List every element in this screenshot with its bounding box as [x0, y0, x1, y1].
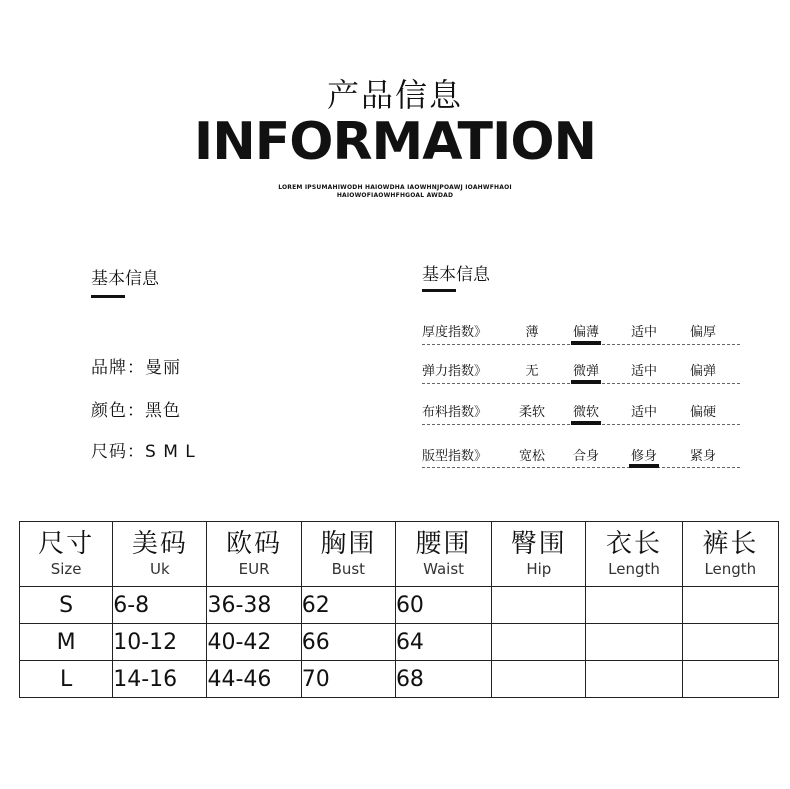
cell-bust: 62 [301, 587, 395, 624]
fit-selected-marker [629, 464, 659, 468]
cell-size: L [20, 661, 113, 698]
header-hip [492, 522, 586, 587]
header-size-cn: 尺寸 [38, 529, 95, 559]
cell-uk: 10-12 [113, 624, 207, 661]
cell-size: S [20, 587, 113, 624]
header-size [20, 522, 113, 587]
cell-uk: 14-16 [113, 661, 207, 698]
elasticity-selected-marker [571, 380, 601, 384]
cell-bust: 66 [301, 624, 395, 661]
header-waist [395, 522, 491, 587]
fabric-option-4: 偏硬 [689, 405, 716, 420]
elasticity-index-label: 弹力指数》 [422, 364, 488, 379]
fit-option-3: 修身 [630, 449, 657, 464]
header-uk-cn: 美码 [131, 529, 188, 559]
size-row-l [20, 661, 779, 698]
basic-info-title: 基本信息 [91, 269, 159, 289]
cell-pants-length [682, 661, 778, 698]
thickness-selected-marker [571, 341, 601, 345]
header-top-length [586, 522, 682, 587]
header-eur-cn: 欧码 [226, 529, 283, 559]
size-row-m [20, 624, 779, 661]
header-bust-cn: 胸围 [320, 529, 377, 559]
fabric-option-3: 适中 [630, 405, 657, 420]
fit-option-2: 合身 [572, 449, 599, 464]
thickness-index-label: 厚度指数》 [422, 325, 488, 340]
cell-top-length [586, 661, 682, 698]
fabric-index-label: 布料指数》 [422, 405, 488, 420]
fit-option-4: 紧身 [689, 449, 716, 464]
size-chart-table [19, 521, 779, 698]
cell-size: M [20, 624, 113, 661]
cell-eur: 44-46 [207, 661, 301, 698]
thickness-option-1: 薄 [525, 325, 539, 340]
header-eur [207, 522, 301, 587]
cell-hip [492, 587, 586, 624]
basic-info-underline [91, 295, 125, 298]
header-top-length-cn: 衣长 [606, 529, 663, 559]
title-chinese: 产品信息 [326, 76, 463, 114]
header-eur-en: EUR [238, 560, 270, 578]
indices-title: 基本信息 [422, 265, 490, 285]
cell-waist: 64 [395, 624, 491, 661]
thickness-option-3: 适中 [630, 325, 657, 340]
elasticity-option-4: 偏弹 [689, 364, 716, 379]
header-pants-length-cn: 裤长 [702, 529, 759, 559]
size-row-s [20, 587, 779, 624]
size-text: 尺码：S M L [91, 442, 196, 462]
header-hip-cn: 臀围 [510, 529, 567, 559]
cell-top-length [586, 587, 682, 624]
thickness-option-2: 偏薄 [572, 325, 599, 340]
header-uk [113, 522, 207, 587]
subtitle-line-2: HAIOWOFIAOWHFHGOAL AWDAD [336, 192, 454, 199]
cell-hip [492, 624, 586, 661]
header-waist-cn: 腰围 [415, 529, 472, 559]
elasticity-option-2: 微弹 [572, 364, 599, 379]
fit-divider [422, 467, 740, 468]
elasticity-option-1: 无 [525, 364, 539, 379]
fabric-option-2: 微软 [572, 405, 599, 420]
cell-bust: 70 [301, 661, 395, 698]
header-bust [301, 522, 395, 587]
fabric-selected-marker [571, 421, 601, 425]
header-bust-en: Bust [331, 560, 366, 578]
cell-eur: 36-38 [207, 587, 301, 624]
cell-pants-length [682, 587, 778, 624]
elasticity-option-3: 适中 [630, 364, 657, 379]
cell-top-length [586, 624, 682, 661]
cell-waist: 68 [395, 661, 491, 698]
subtitle-line-1: LOREM IPSUMAHIWODH HAIOWDHA IAOWHNJPOAWJ IOAHWFHAOI [278, 184, 512, 191]
header-pants-length-en: Length [704, 560, 757, 578]
header-waist-en: Waist [423, 560, 465, 578]
brand-text: 品牌：曼丽 [91, 358, 181, 378]
fit-option-1: 宽松 [518, 449, 545, 464]
cell-uk: 6-8 [113, 587, 207, 624]
header-size-en: Size [50, 560, 82, 578]
cell-pants-length [682, 624, 778, 661]
title-english: INFORMATION [193, 112, 597, 172]
header-pants-length [682, 522, 778, 587]
indices-underline [422, 289, 456, 292]
header-top-length-en: Length [608, 560, 660, 578]
header-hip-en: Hip [526, 560, 552, 578]
fabric-option-1: 柔软 [518, 405, 545, 420]
color-text: 颜色：黑色 [91, 401, 181, 421]
fit-index-label: 版型指数》 [422, 449, 488, 464]
cell-eur: 40-42 [207, 624, 301, 661]
thickness-option-4: 偏厚 [689, 325, 716, 340]
header-uk-en: Uk [150, 560, 170, 578]
size-chart-header-row [20, 522, 779, 587]
cell-waist: 60 [395, 587, 491, 624]
cell-hip [492, 661, 586, 698]
